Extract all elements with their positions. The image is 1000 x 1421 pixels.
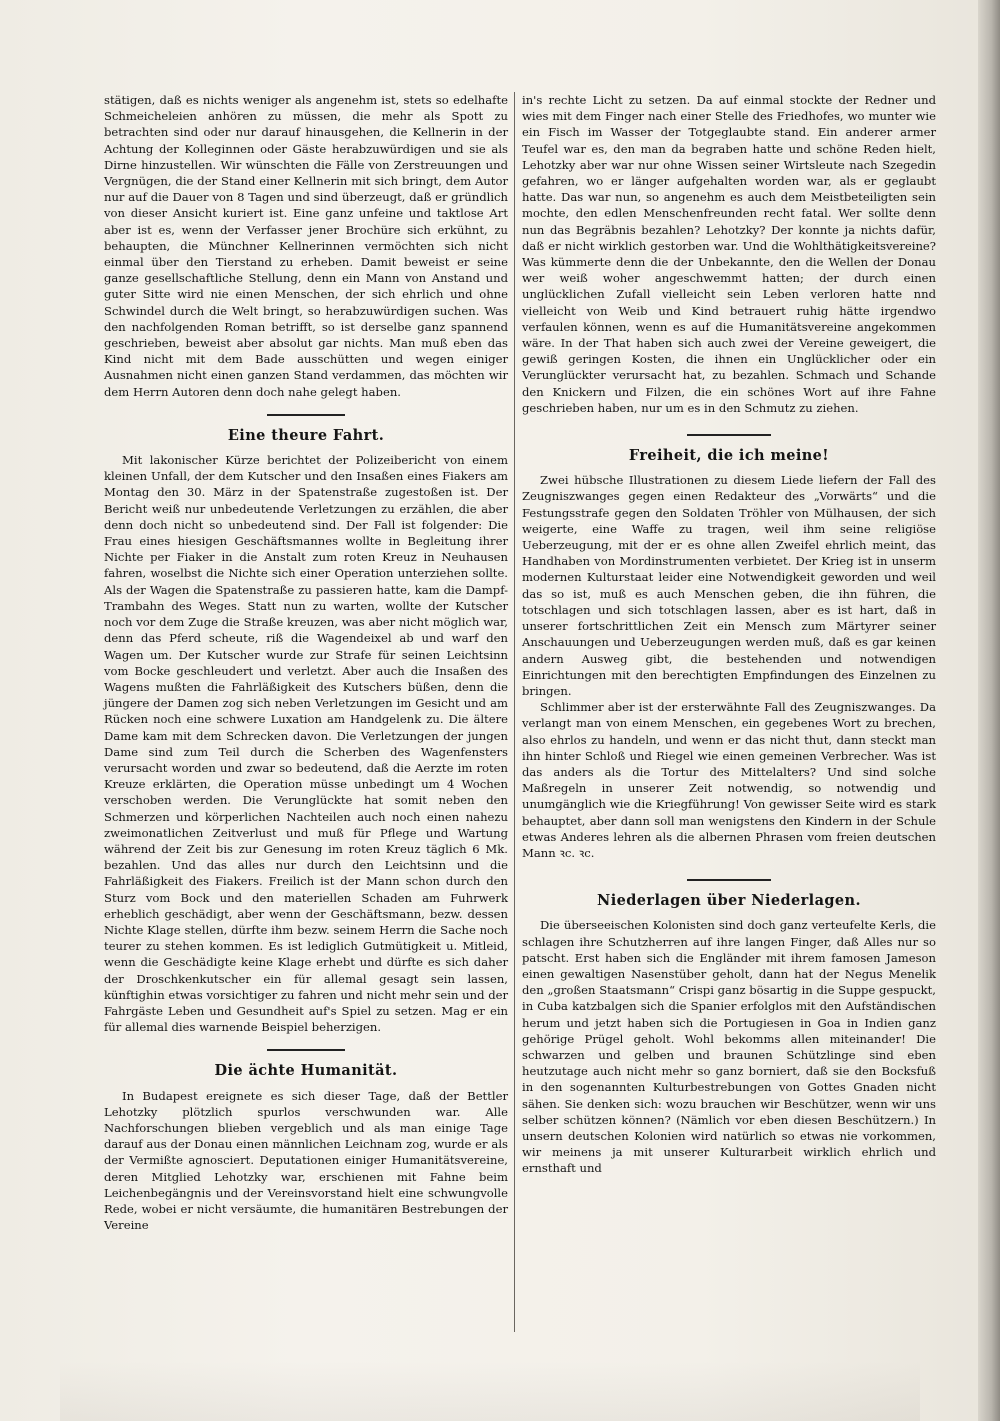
headline-niederlagen: Niederlagen über Niederlagen. [597, 892, 861, 910]
section-rule [267, 414, 345, 416]
headline-freiheit-die-ich-meine: Freiheit, die ich meine! [628, 447, 830, 465]
section-rule [267, 1049, 345, 1051]
left-column [104, 92, 508, 1233]
section-rule [687, 434, 771, 436]
page-bottom-bleed [60, 1361, 920, 1421]
headline-eine-theure-fahrt: Eine theure Fahrt. [227, 426, 385, 444]
article-niederlagen: Die überseeischen Kolonisten sind doch ganz verteufelte Kerls, die schlagen ihre Schutzherren auf ihre langen Finger, daß Alles nur so patscht. Erst haben sich die Engländer mit ihrem famosen Jameson einen gewaltigen Nasenstüber geholt, dann hat der Negus Menelik den „großen Staatsmann“ Crispi ganz bösartig in die Suppe gespuckt, in Cuba katzbalgen sich die Spanier erfolglos mit den Aufständischen herum und jetzt haben sich die Portugiesen in Goa in Indien ganz gehörige Prügel geholt. Wohl bekomms allen miteinander! Die schwarzen und gelben und braunen Schützlinge sind eben heutzutage auch nicht mehr so ganz borniert, daß sie den Bocksfuß in den sogenannten Kulturbestrebungen von Gottes Gnaden nicht sähen. Sie denken sich: wozu brauchen wir Beschützer, wenn wir uns selber schützen können? (Nämlich vor eben diesen Beschützern.) In unsern deutschen Kolonien wird natürlich so etwas nie vorkommen, wir meinens ja mit unserer Kulturarbeit wirklich ehrlich und ernsthaft und [522, 918, 936, 1176]
headline-die-aechte-humanitaet: Die ächte Humanität. [214, 1062, 398, 1080]
article-freiheit-paragraph-1: Zwei hübsche Illustrationen zu diesem Liede liefern der Fall des Zeugniszwanges gegen einen Redakteur des „Vorwärts“ und die Festungsstrafe gegen den Soldaten Tröhler von Mülhausen, der sich weigerte, eine Waffe zu tragen, weil ihm seine religiöse Ueberzeugung, mit der er es ohne allen Zweifel ehrlich meint, das Handhaben von Mordinstrumenten verbietet. Der Krieg ist in unserm modernen Kulturstaat leider eine Notwendigkeit geworden und weil das so ist, muß es auch Menschen geben, die ihn führen, die totschlagen und sich totschlagen lassen, aber es ist hart, daß in unserer fortschrittlichen Zeit ein Mensch zum Märtyrer seiner Anschauungen und Ueberzeugungen werden muß, daß es gar keinen andern Ausweg gibt, die bestehenden und notwendigen Einrichtungen mit den berechtigten Empfindungen des Einzelnen zu bringen. [522, 473, 936, 698]
article-eine-theure-fahrt: Mit lakonischer Kürze berichtet der Polizeibericht von einem kleinen Unfall, der dem Kutscher und den Insaßen eines Fiakers am Montag den 30. März in der Spatenstraße zugestoßen ist. Der Bericht weiß nur unbedeutende Verletzungen zu erzählen, die aber denn doch nicht so unbedeutend sind. Der Fall ist folgender: Die Frau eines hiesigen Geschäftsmannes wollte in Begleitung ihrer Nichte per Fiaker in die Anstalt zum roten Kreuz in Neuhausen fahren, woselbst die Nichte sich einer Operation unterziehen sollte. Als der Wagen die Spatenstraße zu passieren hatte, kam die Dampf-Trambahn des Weges. Statt nun zu warten, wollte der Kutscher noch vor dem Zuge die Straße kreuzen, was aber nicht möglich war, denn das Pferd scheute, riß die Wagendeixel ab und warf den Wagen um. Der Kutscher wurde zur Strafe für seinen Leichtsinn vom Bocke geschleudert und verletzt. Aber auch die Insaßen des Wagens mußten die Fahrläßigkeit des Kutschers büßen, denn die jüngere der Damen zog sich neben Verletzungen im Gesicht und am Rücken noch eine schwere Luxation am Handgelenk zu. Die ältere Dame kam mit dem Schrecken davon. Die Verletzungen der jungen Dame sind zum Teil durch die Scherben des Wagenfensters verursacht worden und zwar so bedeutend, daß die Aerzte im roten Kreuze erklärten, die Operation müsse unbedingt um 4 Wochen verschoben werden. Die Verunglückte hat somit neben den Schmerzen und körperlichen Nachteilen auch noch einen nahezu zweimonatlichen Zeitverlust und muß für Pflege und Wartung während der Zeit bis zur Genesung im roten Kreuz täglich 6 Mk. bezahlen. Und das alles nur durch den Leichtsinn und die Fahrläßigkeit des Fiakers. Freilich ist der Mann schon durch den Sturz vom Bock und den materiellen Schaden am Fuhrwerk erheblich geschädigt, aber wenn der Geschäftsmann, bezw. dessen Nichte Klage stellen, dürfte ihm bezw. seinem Herrn die Sache noch teurer zu stehen kommen. Es ist lediglich Gutmütigkeit u. Mitleid, wenn die Geschädigte keine Klage erhebt und dürfte es sich daher der Droschkenkutscher ein für allemal gesagt sein lassen, künftighin etwas vorsichtiger zu fahren und nicht mehr sein und der Fahrgäste Leben und Gesundheit auf's Spiel zu setzen. Mag er ein für allemal dies warnende Beispiel beherzigen. [104, 453, 509, 1035]
column-divider [514, 92, 515, 1332]
page-edge-shadow [978, 0, 1000, 1421]
article-humanitaet-continued: in's rechte Licht zu setzen. Da auf einmal stockte der Redner und wies mit dem Finger nach einer Stelle des Friedhofes, wo munter wie ein Fisch im Wasser der Totgeglaubte stand. Ein anderer armer Teufel war es, den man da begraben hatte und schöne Reden hielt, Lehotzky aber war nur ohne Wissen seiner Wirtsleute nach Szegedin gefahren, wo er länger aufgehalten worden war, als er geglaubt hatte. Das war nun, so angenehm es auch dem Meistbeteiligten sein mochte, den edlen Menschenfreunden recht fatal. Wer sollte denn nun das Begräbnis bezahlen? Lehotzky? Der konnte ja nichts dafür, daß er nicht wirklich gestorben war. Und die Wohlthätigkeitsvereine? Was kümmerte denn die der Unbekannte, den die Wellen der Donau wer weiß woher angeschwemmt hatten; der durch einen unglücklichen Zufall vielleicht sein Leben verloren hatte nnd vielleicht von Weib und Kind betrauert ruhig hätte irgendwo verfaulen können, wenn es auf die Humanitätsvereine angekommen wäre. In der That haben sich auch zwei der Vereine geweigert, die gewiß geringen Kosten, die ihnen ein Unglücklicher oder ein Verunglückter verursacht hat, zu bezahlen. Schmach und Schande den Knickern und Filzen, die ein schönes Wort auf ihre Fahne geschrieben haben, nur um es in den Schmutz zu ziehen. [522, 93, 936, 415]
section-rule [687, 879, 771, 881]
article-freiheit-paragraph-2: Schlimmer aber ist der ersterwähnte Fall des Zeugniszwanges. Da verlangt man von einem Menschen, ein gegebenes Wort zu brechen, also ehrlos zu handeln, und wenn er das nicht thut, dann steckt man ihn hinter Schloß und Riegel wie einen gemeinen Verbrecher. Was ist das anders als die Tortur des Mittelalters? Und sind solche Maßregeln in unserer Zeit notwendig, so notwendig und unumgänglich wie die Kriegführung! Von gewisser Seite wird es stark behauptet, aber dann soll man wenigstens den Kindern in der Schule etwas Anderes lehren als die albernen Phrasen vom freien deutschen Mann ꝛc. ꝛc. [522, 700, 936, 860]
article-kellnerin-continued: stätigen, daß es nichts weniger als angenehm ist, stets so edelhafte Schmeicheleien anhören zu müssen, die mehr als Spott zu betrachten sind oder nur darauf hinausgehen, die Kellnerin in der Achtung der Kolleginnen oder Gäste herabzuwürdigen und sie als Dirne hinzustellen. Wir wünschten die Fälle von Zerstreuungen und Vergnügen, die der Stand einer Kellnerin mit sich bringt, dem Autor nur auf die Dauer von 8 Tagen und sind überzeugt, daß er gründlich von dieser Ansicht kuriert ist. Eine ganz unfeine und taktlose Art aber ist es, wenn der Verfasser jener Brochüre sich erkühnt, zu behaupten, die Münchner Kellnerinnen vermöchten sich nicht einmal über den Tierstand zu erheben. Damit beweist er seine ganze gesellschaftliche Stellung, denn ein Mann von Anstand und guter Sitte wird nie einen Menschen, der sich ehrlich und ohne Schwindel durch die Welt bringt, so herabzuwürdigen suchen. Was den nachfolgenden Roman betrifft, so ist derselbe ganz spannend geschrieben, beweist aber absolut gar nichts. Man muß eben das Kind nicht mit dem Bade ausschütten und wegen einiger Ausnahmen nicht einen ganzen Stand verdammen, das möchten wir dem Herrn Autoren denn doch nahe gelegt haben. [104, 93, 508, 399]
article-die-aechte-humanitaet: In Budapest ereignete es sich dieser Tage, daß der Bettler Lehotzky plötzlich spurlos verschwunden war. Alle Nachforschungen blieben vergeblich und als man einige Tage darauf aus der Donau einen männlichen Leichnam zog, wurde er als der Vermißte agnosciert. Deputationen einiger Humanitätsvereine, deren Mitglied Lehotzky war, erschienen mit Fahne beim Leichenbegängnis und der Vereinsvorstand hielt eine schwungvolle Rede, wobei er nicht versäumte, die humanitären Bestrebungen der Vereine [104, 1088, 508, 1233]
right-column [522, 92, 936, 1177]
